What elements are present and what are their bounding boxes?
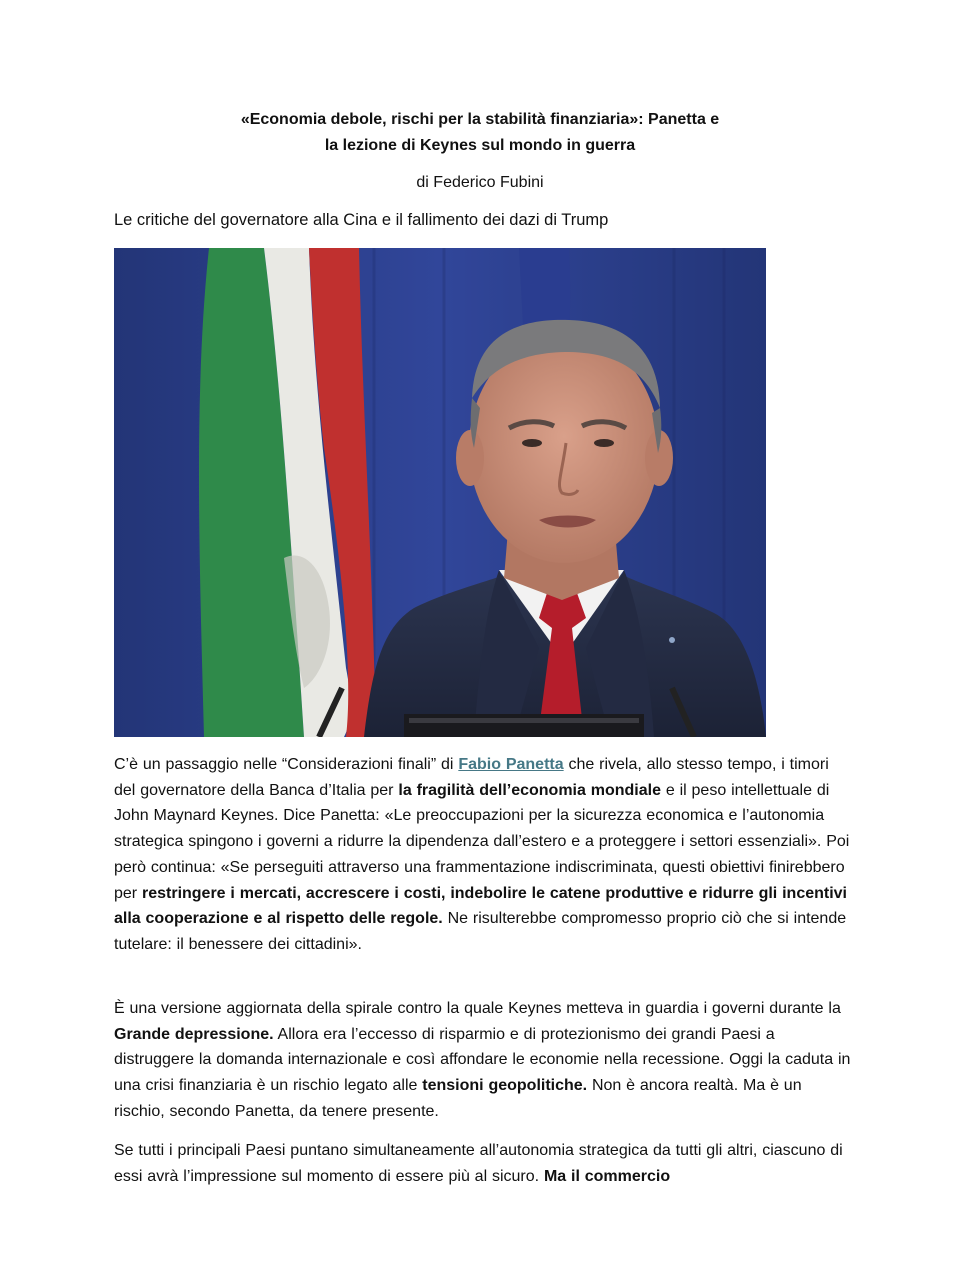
title-line-1: «Economia debole, rischi per la stabilità finanziaria»: Panetta e	[240, 111, 720, 128]
title-line-2: la lezione di Keynes sul mondo in guerra	[324, 137, 636, 154]
paragraph-3	[114, 1138, 854, 1189]
p3-bold-1: Ma il commercio	[543, 1167, 671, 1185]
article-title	[120, 107, 840, 159]
p2-text-1: È una versione aggiornata della spirale contro la quale Keynes metteva in guardia i governi durante la	[114, 1000, 841, 1017]
p1-text-3: e il peso intellettuale di John Maynard Keynes. Dice Panetta: «Le preoccupazioni per la sicurezza economica e l’autonomia strategica spingono i governi a ridurre la dipendenza dall’estero e a proteggere i settori essenziali». Poi però continua: «Se perseguiti attraverso una frammentazione indiscriminata, questi obiettivi finirebbero per	[114, 781, 850, 902]
p1-bold-2: restringere i mercati, accrescere i costi, indebolire le catene produttive e ridurre gli incentivi alla cooperazione e al rispetto delle regole.	[114, 884, 848, 928]
p2-text-3: Non è ancora realtà. Ma è un rischio, secondo Panetta, da tenere presente.	[114, 1077, 802, 1120]
p1-text-2: che rivela, allo stesso tempo, i timori del governatore della Banca d’Italia per	[114, 756, 829, 799]
p1-text-1: C’è un passaggio nelle “Considerazioni finali” di	[114, 756, 459, 773]
p3-text-1: Se tutti i principali Paesi puntano simultaneamente all’autonomia strategica da tutti gli altri, ciascuno di essi avrà l’impressione sul momento di essere più al sicuro.	[114, 1142, 843, 1185]
paragraph-2	[114, 996, 854, 1125]
p2-bold-2: tensioni geopolitiche.	[422, 1077, 588, 1095]
p2-bold-1: Grande depressione.	[114, 1025, 274, 1043]
p2-text-2: Allora era l’eccesso di risparmio e di protezionismo dei grandi Paesi a distruggere la domanda internazionale e così affondare le economie nella recessione. Oggi la caduta in una crisi finanziaria è un rischio legato alle	[114, 1025, 851, 1095]
subtitle: Le critiche del governatore alla Cina e il fallimento dei dazi di Trump	[114, 211, 609, 229]
byline: di Federico Fubini	[416, 174, 544, 191]
p1-bold-1: la fragilità dell’economia mondiale	[398, 781, 661, 799]
fabio-panetta-link[interactable]: Fabio Panetta	[458, 756, 564, 773]
article-photo	[114, 248, 766, 737]
paragraph-1	[114, 752, 854, 958]
p1-text-4: Ne risulterebbe compromesso proprio ciò che si intende tutelare: il benessere dei cittadini».	[114, 910, 847, 953]
